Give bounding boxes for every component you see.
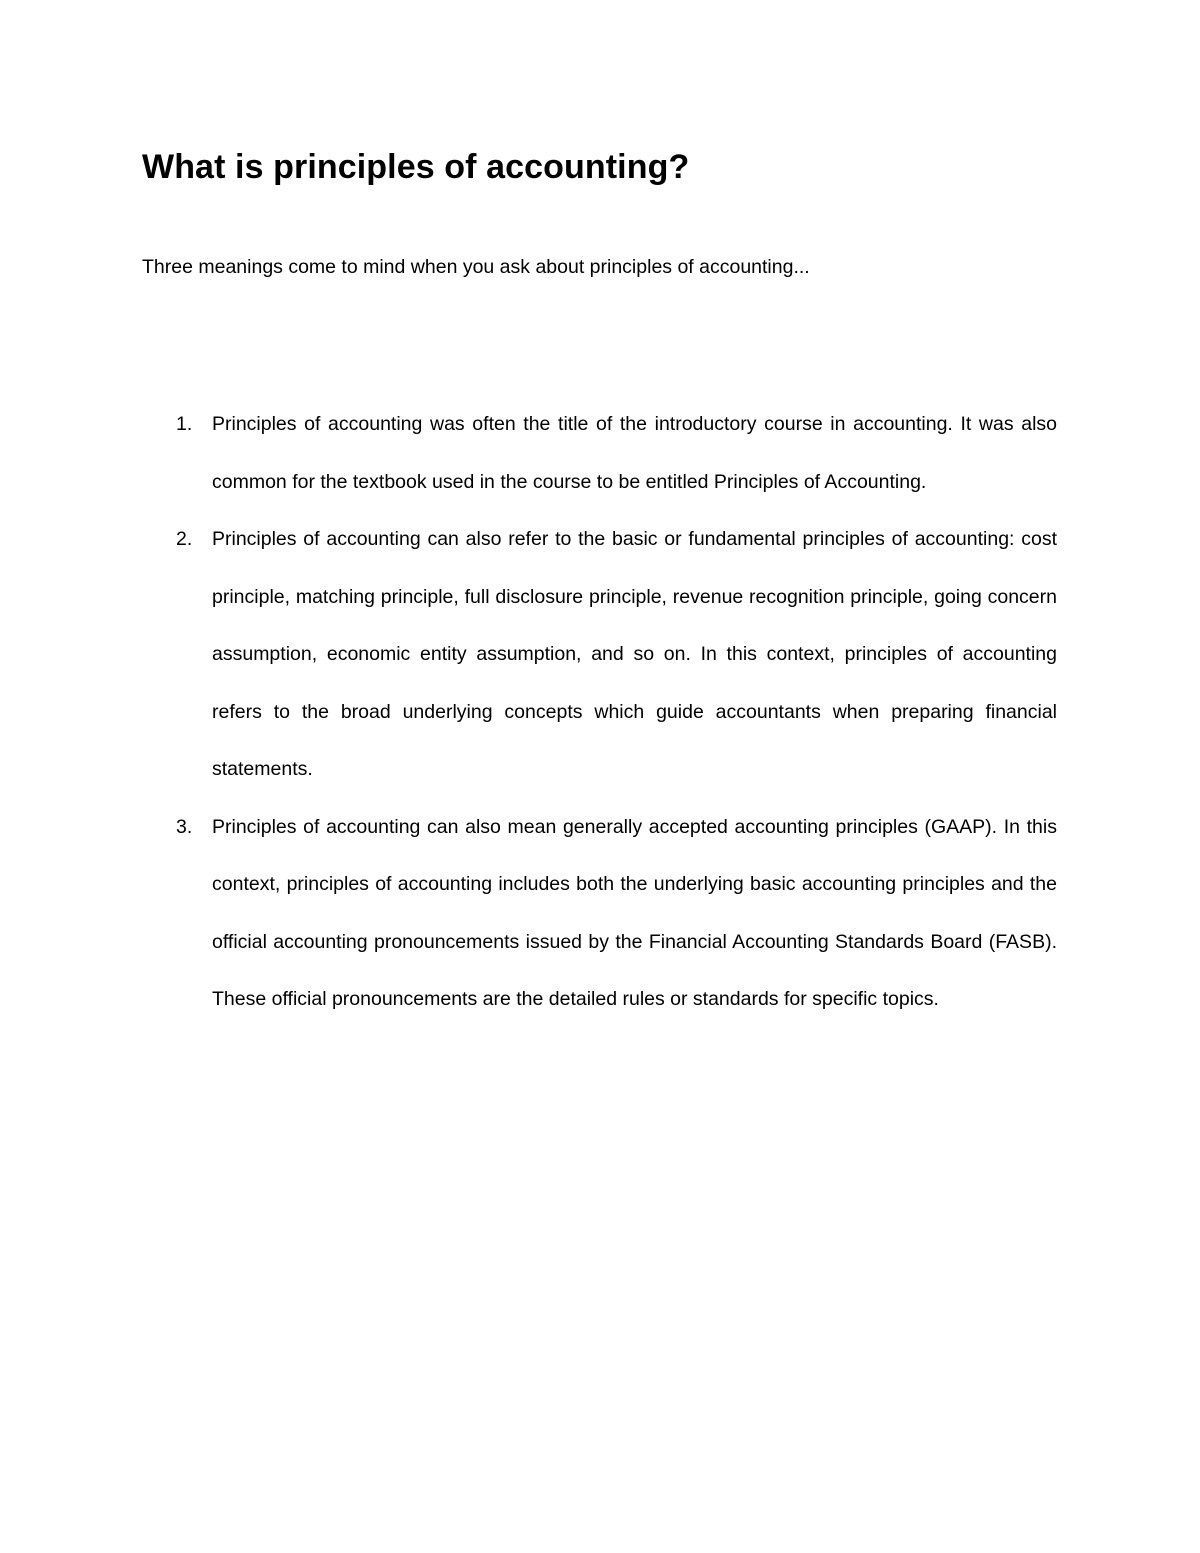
page-title: What is principles of accounting? bbox=[142, 148, 690, 186]
intro-paragraph: Three meanings come to mind when you ask about principles of accounting... bbox=[142, 256, 810, 278]
list-item-text: Principles of accounting can also mean generally accepted accounting principles (GAAP). In this context, principles of accounting includes both the underlying basic accounting principles and the official accounting pronouncements issued by the Financial Accounting Standards Board (FASB). These official pronouncements are the detailed rules or standards for specific topics. bbox=[212, 815, 1057, 1010]
meanings-list bbox=[0, 396, 1200, 1029]
list-item-number: 3. bbox=[176, 815, 193, 838]
list-item-text: Principles of accounting was often the title of the introductory course in accounting. It was also common for the textbook used in the course to be entitled Principles of Accounting. bbox=[212, 413, 1057, 493]
list-item bbox=[0, 511, 1200, 799]
list-item-number: 1. bbox=[176, 413, 193, 435]
list-item bbox=[0, 799, 1200, 1029]
list-item-text: Principles of accounting can also refer to the basic or fundamental principles of accounting: cost principle, matching principle, full disclosure principle, revenue recognition principle, going concern assumption, economic entity assumption, and so on. In this context, principles of accounting refers to the broad underlying concepts which guide accountants when preparing financial statements. bbox=[212, 528, 1057, 780]
list-item bbox=[0, 396, 1200, 511]
list-item-number: 2. bbox=[176, 528, 193, 550]
